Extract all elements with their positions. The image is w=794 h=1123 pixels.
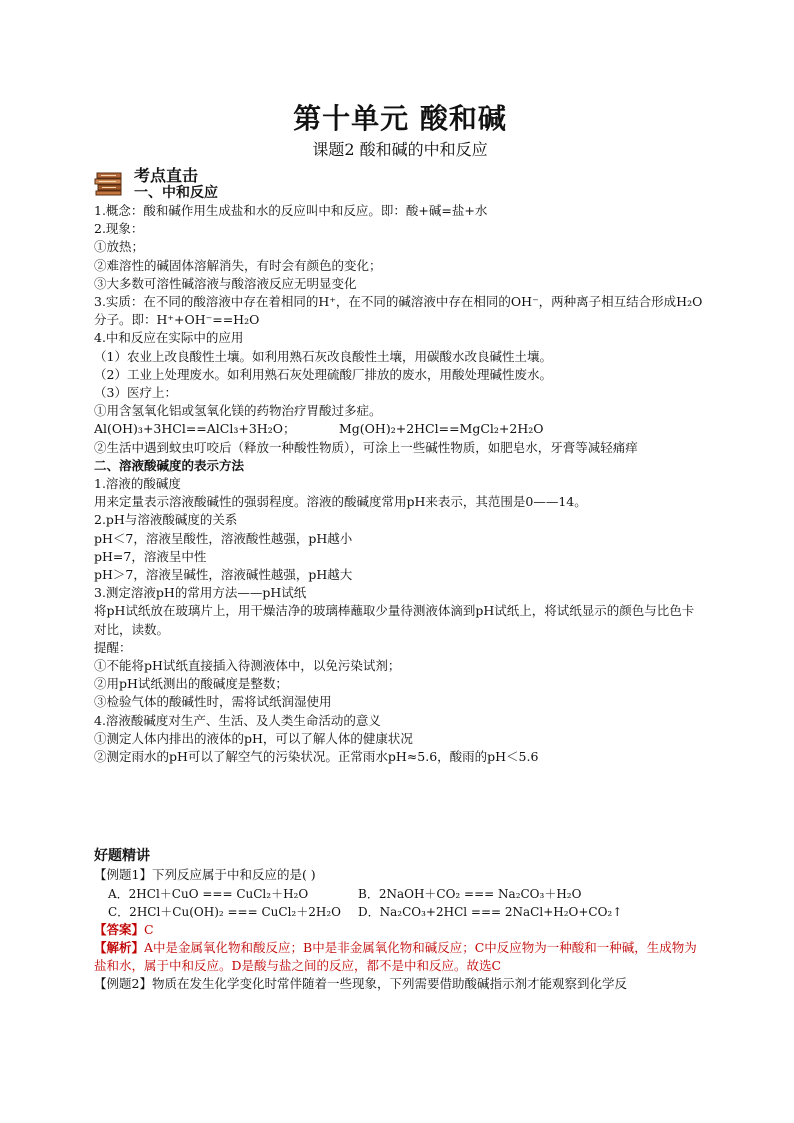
analysis-label: 【解析】 (94, 939, 145, 955)
text-line: 2.pH与溶液酸碱度的关系 (94, 512, 238, 528)
option-d: D．Na₂CO₃+2HCl === 2NaCl+H₂O+CO₂↑ (358, 904, 623, 919)
formula-row (94, 420, 706, 438)
text-line: 4.中和反应在实际中的应用 (94, 330, 244, 346)
section-subheading: 一、中和反应 (134, 185, 218, 201)
text-line: （3）医疗上： (94, 385, 177, 401)
text-line: 2.现象： (94, 221, 144, 237)
text-line: ①放热； (94, 239, 145, 255)
blank-space (94, 766, 706, 846)
document-page (94, 100, 706, 993)
example1-options-cd (94, 903, 706, 921)
option-a: A．2HCl＋CuO === CuCl₂＋H₂O (108, 886, 309, 901)
answer-label: 【答案】 (94, 921, 145, 937)
section-label: 考点直击 (134, 166, 199, 185)
text-line: 将pH试纸放在玻璃片上，用干燥洁净的玻璃棒蘸取少量待测液体滴到pH试纸上，将试纸显示的颜色与比色卡对比，读数。 (94, 603, 695, 637)
text-line: ②生活中遇到蚊虫叮咬后（释放一种酸性物质），可涂上一些碱性物质，如肥皂水，牙膏等减轻痛痒 (94, 439, 638, 455)
option-c: C．2HCl＋Cu(OH)₂ === CuCl₂＋2H₂O (108, 904, 341, 919)
text-line: 1.溶液的酸碱度 (94, 476, 181, 492)
text-line: 提醒： (94, 639, 132, 655)
text-line: ①用含氢氧化铝或氢氧化镁的药物治疗胃酸过多症。 (94, 403, 382, 419)
page-subtitle: 课题2 酸和碱的中和反应 (312, 140, 488, 159)
section-header-kaodian (94, 166, 706, 202)
section-heading-ph: 二、溶液酸碱度的表示方法 (94, 457, 245, 473)
text-line: ①不能将pH试纸直接插入待测液体中，以免污染试剂； (94, 658, 401, 674)
analysis-text: A中是金属氧化物和酸反应；B中是非金属氧化物和碱反应；C中反应物为一种酸和一种碱，生成物为盐和水，属于中和反应。D是酸与盐之间的反应，都不是中和反应。故选C (94, 939, 697, 973)
example1-question: 【例题1】下列反应属于中和反应的是( ) (94, 867, 316, 883)
text-line: pH＞7，溶液呈碱性，溶液碱性越强，pH越大 (94, 567, 353, 583)
text-line: 4.溶液酸碱度对生产、生活、及人类生命活动的意义 (94, 712, 381, 728)
text-line: ②用pH试纸测出的酸碱度是整数； (94, 676, 288, 692)
text-line: pH=7，溶液呈中性 (94, 548, 207, 564)
text-line: 3.实质：在不同的酸溶液中存在着相同的H⁺，在不同的碱溶液中存在相同的OH⁻，两种离子相互结合形成H₂O分子。即：H⁺+OH⁻==H₂O (94, 294, 703, 328)
answer-value: C (144, 921, 154, 937)
text-line: ①测定人体内排出的液体的pH，可以了解人体的健康状况 (94, 730, 413, 746)
text-line: （2）工业上处理废水。如利用熟石灰处理硫酸厂排放的废水，用酸处理碱性废水。 (94, 366, 552, 382)
text-line: ③检验气体的酸碱性时，需将试纸润湿使用 (94, 694, 332, 710)
example1-answer (94, 921, 706, 939)
example1-analysis (94, 939, 706, 975)
example2-question: 【例题2】物质在发生化学变化时常伴随着一些现象，下列需要借助酸碱指示剂才能观察到化学反 (94, 976, 627, 992)
text-line: 1.概念：酸和碱作用生成盐和水的反应叫中和反应。即：酸+碱=盐+水 (94, 203, 488, 218)
text-line: （1）农业上改良酸性土壤。如利用熟石灰改良酸性土壤，用碳酸水改良碱性土壤。 (94, 348, 552, 364)
text-line: ②测定雨水的pH可以了解空气的污染状况。正常雨水pH≈5.6，酸雨的pH＜5.6 (94, 749, 539, 765)
books-icon (94, 170, 124, 196)
formula-al: Al(OH)₃+3HCl==AlCl₃+3H₂O； (94, 421, 296, 437)
text-line: 用来定量表示溶液酸碱性的强弱程度。溶液的酸碱度常用pH来表示，其范围是0——14。 (94, 494, 587, 510)
text-line: 3.测定溶液pH的常用方法——pH试纸 (94, 585, 307, 601)
option-b: B．2NaOH＋CO₂ === Na₂CO₃＋H₂O (358, 886, 582, 901)
text-line: ②难溶性的碱固体溶解消失，有时会有颜色的变化； (94, 257, 382, 273)
example1-options-ab (94, 885, 706, 903)
text-line: ③大多数可溶性碱溶液与酸溶液反应无明显变化 (94, 275, 357, 291)
formula-mg: Mg(OH)₂+2HCl==MgCl₂+2H₂O (339, 421, 544, 437)
examples-heading: 好题精讲 (94, 848, 150, 865)
text-line: pH＜7，溶液呈酸性，溶液酸性越强，pH越小 (94, 530, 353, 546)
page-title: 第十单元 酸和碱 (293, 102, 507, 135)
